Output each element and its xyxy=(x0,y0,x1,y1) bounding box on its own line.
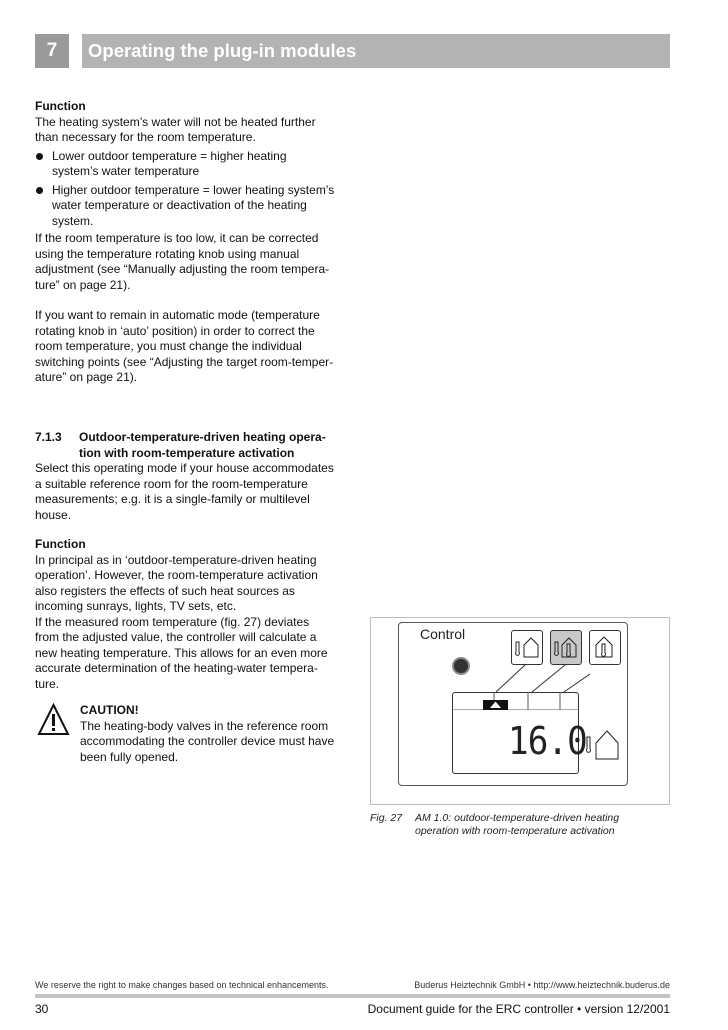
manual-adjust-paragraph: If the room temperature is too low, it can be corrected using the temperature rotating knob using manual adjustment (see “Manually adjusting the room tempera-ture” on page 21). xyxy=(35,231,330,292)
intro-section xyxy=(35,99,335,386)
section-7-1-3 xyxy=(35,430,335,692)
bullet-dot-icon xyxy=(36,187,43,194)
footer-rule xyxy=(35,994,670,998)
intro-text: The heating system’s water will not be heated further than necessary for the room temperature. xyxy=(35,114,316,144)
rotary-knob xyxy=(452,657,470,675)
footer-disclaimer: We reserve the right to make changes based on technical enhancements. xyxy=(35,980,329,990)
indicator-lines xyxy=(470,660,590,693)
figure-caption-text: AM 1.0: outdoor-temperature-driven heating operation with room-temperature activation xyxy=(415,812,620,837)
temperature-readout: 16.0 xyxy=(508,719,587,763)
auto-mode-paragraph: If you want to remain in automatic mode (temperature rotating knob in ‘auto’ position) in order to correct the room temperature, you must change the individual switching points (see “Adjusting the target room-temper-ature” on page 21). xyxy=(35,308,334,384)
room-thermometer-house-icon xyxy=(584,725,624,763)
bullet-item: Lower outdoor temperature = higher heating system’s water temperature xyxy=(35,149,335,180)
page-number: 30 xyxy=(35,1002,49,1016)
footer-company: Buderus Heiztechnik GmbH • http://www.heiztechnik.buderus.de xyxy=(414,980,670,990)
lcd-segment-row xyxy=(452,692,579,710)
chapter-title: Operating the plug-in modules xyxy=(82,34,670,68)
function-heading: Function xyxy=(35,99,86,113)
caution-text: The heating-body valves in the reference room accommodating the controller device must have been fully opened. xyxy=(80,718,335,764)
house-thermometer-icon xyxy=(590,631,620,664)
warning-icon xyxy=(37,703,70,736)
section-heading xyxy=(35,430,335,461)
device-label: Control xyxy=(420,626,466,642)
section-title: Outdoor-temperature-driven heating opera-tion with room-temperature activation xyxy=(79,430,326,460)
chapter-number: 7 xyxy=(35,34,69,68)
function-text-2: If the measured room temperature (fig. 27) deviates from the adjusted value, the controller will calculate a new heating temperature. This allows for an even more accurate determination of the heating-water tempera-ture. xyxy=(35,614,328,691)
figure-caption xyxy=(370,812,620,837)
function-text: In principal as in ‘outdoor-temperature-driven heating operation’. However, the room-temperature activation also registers the effects of such heat sources as incoming sunrays, lights, TV sets, etc. xyxy=(35,552,318,613)
figure-label: Fig. 27 xyxy=(370,812,403,824)
function-heading: Function xyxy=(35,537,86,551)
bullet-dot-icon xyxy=(36,153,43,160)
bullet-item: Higher outdoor temperature = lower heating system’s water temperature or deactivation of the heating system. xyxy=(35,183,335,230)
document-title: Document guide for the ERC controller • version 12/2001 xyxy=(367,1002,670,1016)
caution-block xyxy=(80,703,336,765)
mode-button-room xyxy=(589,630,621,665)
section-number: 7.1.3 xyxy=(35,430,62,444)
section-text: Select this operating mode if your house accommodates a suitable reference room for the room-temperature measurements; e.g. it is a single-family or multilevel house. xyxy=(35,461,334,522)
caution-title: CAUTION! xyxy=(80,703,139,717)
